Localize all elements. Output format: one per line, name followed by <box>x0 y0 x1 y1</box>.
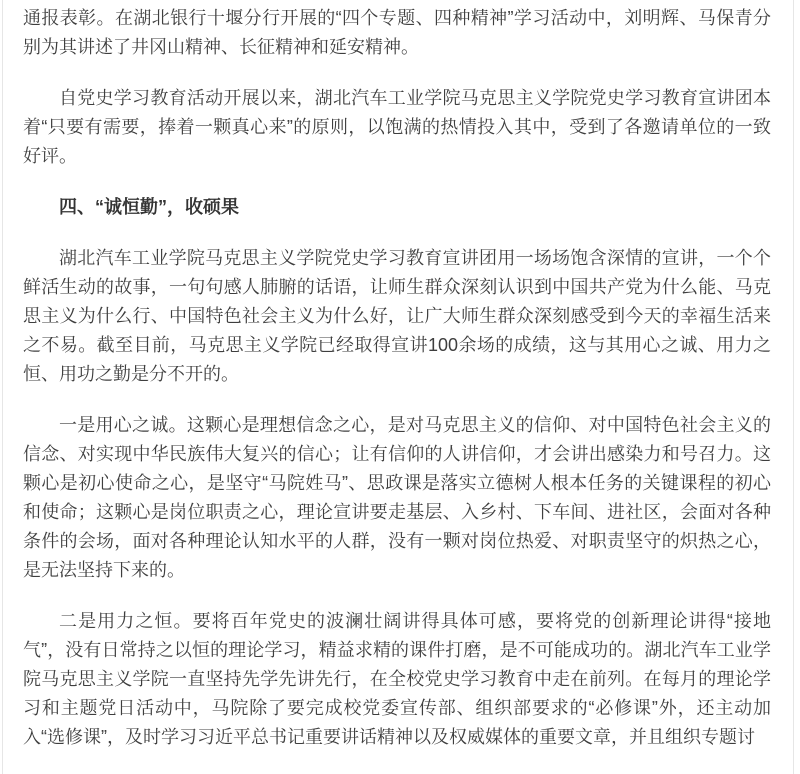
section-heading: 四、“诚恒勤”，收硕果 <box>59 197 239 217</box>
article-page <box>2 0 794 774</box>
paragraph-continuation: 通报表彰。在湖北银行十堰分行开展的“四个专题、四种精神”学习活动中，刘明辉、马保青分别为其讲述了井冈山精神、长征精神和延安精神。 <box>23 8 771 57</box>
paragraph-summary: 自党史学习教育活动开展以来，湖北汽车工业学院马克思主义学院党史学习教育宣讲团本着“只要有需要，捧着一颗真心来”的原则，以饱满的热情投入其中，受到了各邀请单位的一致好评。 <box>23 88 771 166</box>
paragraph-results: 湖北汽车工业学院马克思主义学院党史学习教育宣讲团用一场场饱含深情的宣讲，一个个鲜活生动的故事，一句句感人肺腑的话语，让师生群众深刻认识到中国共产党为什么能、马克思主义为什么行、中国特色社会主义为什么好，让广大师生群众深刻感受到今天的幸福生活来之不易。截至目前，马克思主义学院已经取得宣讲100余场的成绩，这与其用心之诚、用力之恒、用功之勤是分不开的。 <box>23 248 771 384</box>
paragraph-sincerity: 一是用心之诚。这颗心是理想信念之心，是对马克思主义的信仰、对中国特色社会主义的信念、对实现中华民族伟大复兴的信心；让有信仰的人讲信仰，才会讲出感染力和号召力。这颗心是初心使命之心，是坚守“马院姓马”、思政课是落实立德树人根本任务的关键课程的初心和使命；这颗心是岗位职责之心，理论宣讲要走基层、入乡村、下车间、进社区，会面对各种条件的会场，面对各种理论认知水平的人群，没有一颗对岗位热爱、对职责坚守的炽热之心，是无法坚持下来的。 <box>23 415 771 580</box>
paragraph-persistence: 二是用力之恒。要将百年党史的波澜壮阔讲得具体可感，要将党的创新理论讲得“接地气”，没有日常持之以恒的理论学习，精益求精的课件打磨，是不可能成功的。湖北汽车工业学院马克思主义学院一直坚持先学先讲先行，在全校党史学习教育中走在前列。在每月的理论学习和主题党日活动中，马院除了要完成校党委宣传部、组织部要求的“必修课”外，还主动加入“选修课”，及时学习习近平总书记重要讲话精神以及权威媒体的重要文章，并且组织专题讨 <box>23 611 771 747</box>
